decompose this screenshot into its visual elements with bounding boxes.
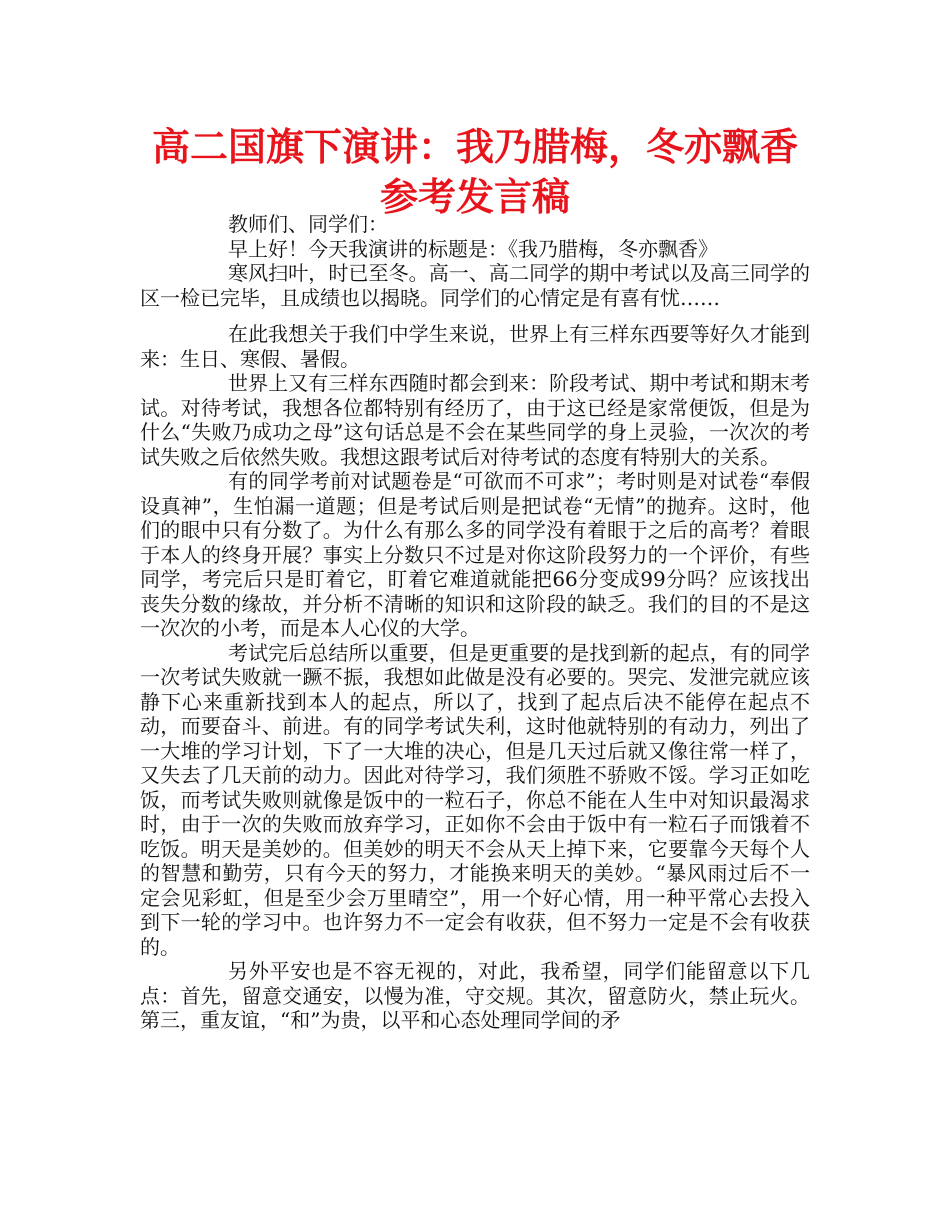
document-title: 高二国旗下演讲：我乃腊梅，冬亦飘香参考发言稿 [151, 124, 798, 219]
paragraph-salutation: 教师们、同学们： [228, 212, 388, 236]
paragraph-three-things: 在此我想关于我们中学生来说，世界上有三样东西要等好久才能到来：生日、寒假、暑假。 [140, 322, 810, 371]
paragraph-greeting: 早上好！今天我演讲的标题是：《我乃腊梅，冬亦飘香》 [228, 236, 718, 261]
document-body [140, 212, 810, 1033]
paragraph-attitude: 有的同学考前对试题卷是“可欲而不可求”；考时则是对试卷“奉假设真神”，生怕漏一道题；但是考试后则是把试卷“无情”的抛弃。这时，他们的眼中只有分数了。为什么有那么多的同学没有着眼于之后的高考？着眼于本人的终身开展？事实上分数只不过是对你这阶段努力的一个评价，有些同学，考完后只是盯着它，盯着它难道就能把66分变成99分吗？应该找出丧失分数的缘故，并分析不清晰的知识和这阶段的缺乏。我们的目的不是这一次次的小考，而是本人心仪的大学。 [140, 469, 810, 640]
paragraph-new-start: 考试完后总结所以重要，但是更重要的是找到新的起点，有的同学一次考试失败就一蹶不振，我想如此做是没有必要的。哭完、发泄完就应该静下心来重新找到本人的起点，所以了，找到了起点后决不能停在起点不动，而要奋斗、前进。有的同学考试失利，这时他就特别的有动力，列出了一大堆的学习计划，下了一大堆的决心，但是几天过后就又像往常一样了，又失去了几天前的动力。因此对待学习，我们须胜不骄败不馁。学习正如吃饭，而考试失败则就像是饭中的一粒石子，你总不能在人生中对知识最渴求时，由于一次的失败而放弃学习，正如你不会由于饭中有一粒石子而饿着不吃饭。明天是美妙的。但美妙的明天不会从天上掉下来，它要靠今天每个人的智慧和勤劳，只有今天的努力，才能换来明天的美妙。“暴风雨过后不一定会见彩虹，但是至少会万里晴空”，用一个好心情，用一种平常心去投入到下一轮的学习中。也许努力不一定会有收获，但不努力一定是不会有收获的。 [140, 640, 810, 959]
paragraph-exams: 世界上又有三样东西随时都会到来：阶段考试、期中考试和期末考试。对待考试，我想各位都特别有经历了，由于这已经是家常便饭，但是为什么“失败乃成功之母”这句话总是不会在某些同学的身上灵验，一次次的考试失败之后依然失败。我想这跟考试后对待考试的态度有特别大的关系。 [140, 371, 810, 469]
paragraph-intro: 寒风扫叶，时已至冬。高一、高二同学的期中考试以及高三同学的区一检已完毕，且成绩也以揭晓。同学们的心情定是有喜有忧…… [140, 261, 810, 310]
paragraph-safety: 另外平安也是不容无视的，对此，我希望，同学们能留意以下几点：首先，留意交通安，以慢为准，守交规。其次，留意防火，禁止玩火。第三，重友谊，“和”为贵，以平和心态处理同学间的矛 [140, 959, 810, 1032]
